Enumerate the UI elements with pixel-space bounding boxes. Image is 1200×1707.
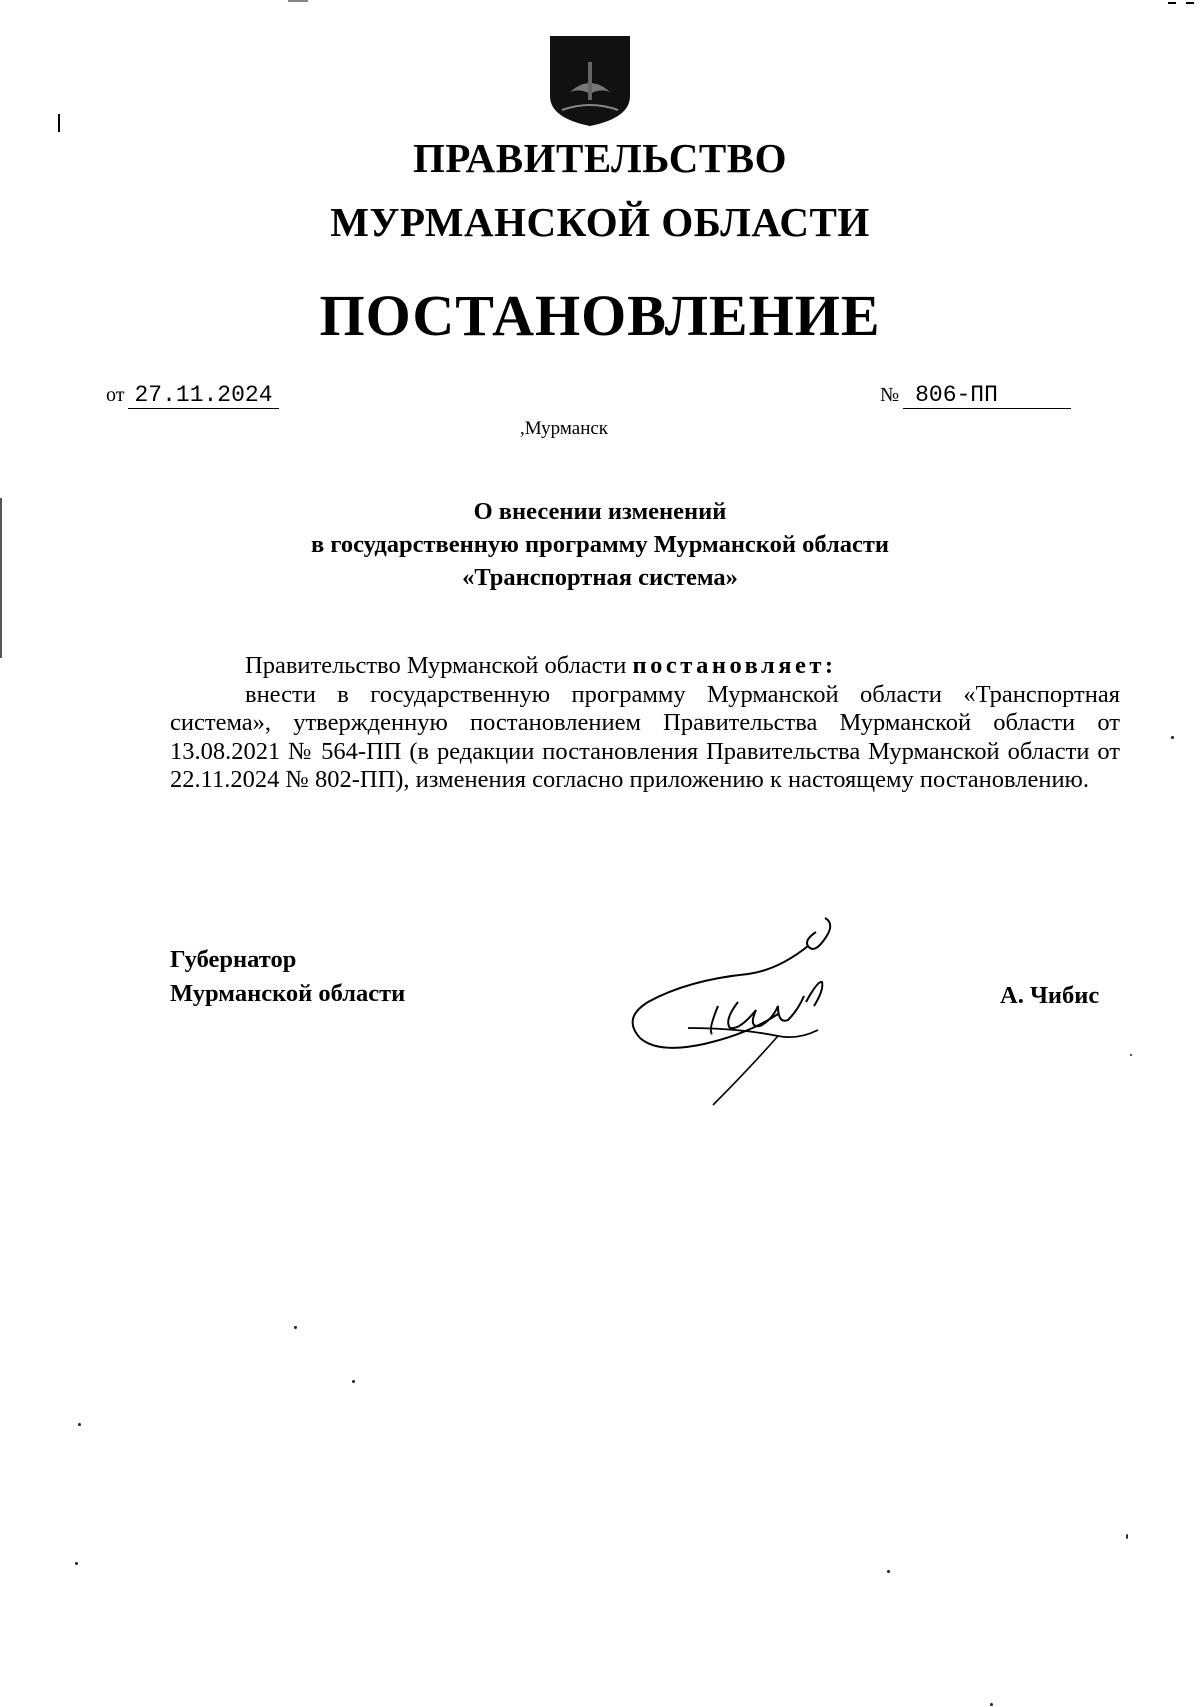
government-title-line2: МУРМАНСКОЙ ОБЛАСТИ xyxy=(330,199,870,245)
scan-speck xyxy=(294,1326,297,1329)
date-value: 27.11.2024 xyxy=(128,383,278,409)
intro-text: Правительство Мурманской области xyxy=(245,652,627,679)
intro-emphasis: постановляет: xyxy=(632,652,837,679)
date-prefix: от xyxy=(106,384,125,406)
signatory-title-line2: Мурманской области xyxy=(170,980,406,1007)
subject-line2: в государственную программу Мурманской области xyxy=(311,531,889,558)
subject-line3: «Транспортная система» xyxy=(462,564,738,591)
scan-speck xyxy=(887,1570,890,1573)
document-subject xyxy=(0,495,1200,594)
scan-speck xyxy=(78,1423,81,1426)
number-prefix: № xyxy=(880,384,900,406)
number-value: 806-ПП xyxy=(903,383,1071,409)
scan-mark xyxy=(58,114,60,132)
scan-speck xyxy=(1171,736,1174,739)
document-type-title: ПОСТАНОВЛЕНИЕ xyxy=(319,283,881,348)
signatory-title-line1: Губернатор xyxy=(170,946,297,973)
handwritten-signature xyxy=(628,910,848,1115)
government-title-line1: ПРАВИТЕЛЬСТВО xyxy=(412,135,788,181)
document-number xyxy=(880,383,1071,409)
scan-speck xyxy=(990,1703,993,1706)
scan-speck xyxy=(75,1562,78,1565)
signatory-title xyxy=(170,943,405,1011)
document-body xyxy=(170,652,1120,795)
signatory-name: А. Чибис xyxy=(1000,982,1100,1009)
coat-of-arms-emblem xyxy=(548,34,632,128)
document-date xyxy=(106,383,279,409)
scan-speck xyxy=(352,1380,355,1383)
city-label: ,Мурманск xyxy=(520,418,609,439)
main-paragraph: внести в государственную программу Мурманской области «Транспортная система», утвержденную постановлением Правительства Мурманской области от 13.08.2021 № 564-ПП (в редакции постановления Правительства Мурманской области от 22.11.2024 № 802-ПП), изменения согласно приложению к настоящему постановлению. xyxy=(170,680,1120,793)
scan-mark xyxy=(288,0,308,2)
scan-speck xyxy=(1126,1534,1128,1539)
subject-line1: О внесении изменений xyxy=(473,498,727,525)
intro-paragraph xyxy=(170,652,1120,681)
scan-mark xyxy=(0,498,2,658)
scan-mark xyxy=(1186,2,1194,4)
scan-mark xyxy=(1168,2,1176,4)
scan-speck xyxy=(1130,1054,1132,1056)
